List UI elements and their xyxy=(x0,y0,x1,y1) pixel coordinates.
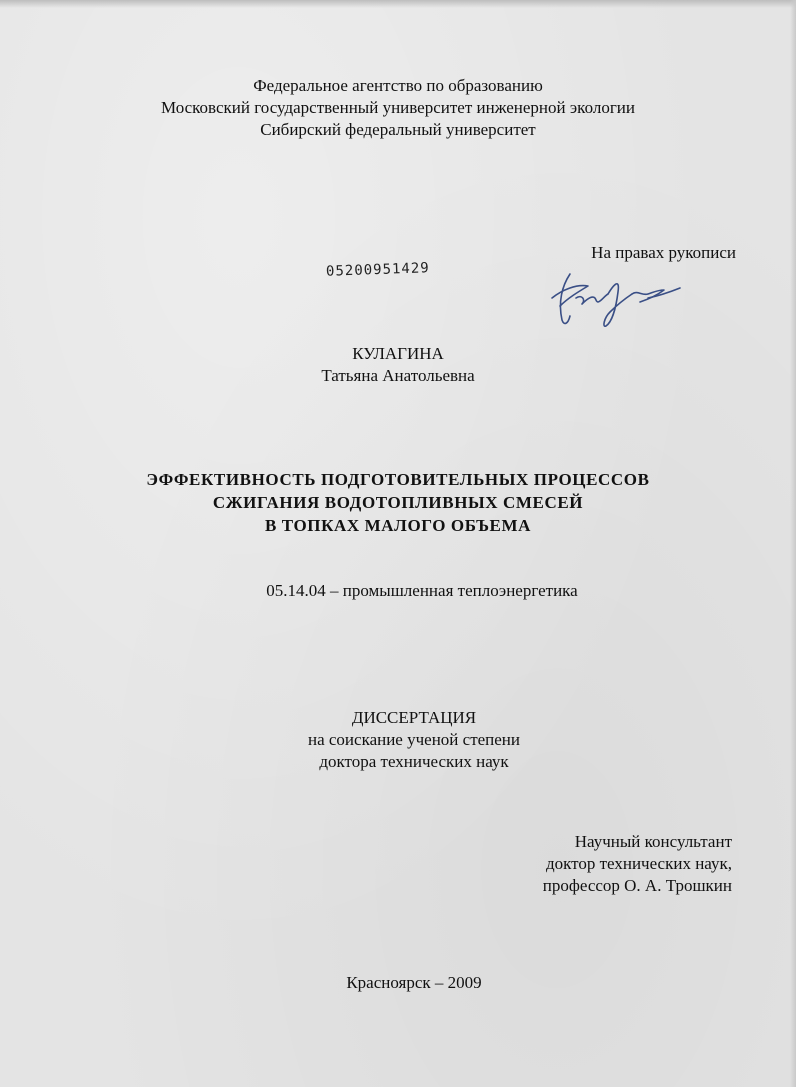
author-given-names: Татьяна Анатольевна xyxy=(321,366,475,385)
author-block xyxy=(0,343,796,387)
inventory-number-stamp: 05200951429 xyxy=(325,260,430,280)
institution-line-2: Московский государственный университет инженерной экологии xyxy=(161,98,635,117)
consultant-line-1: Научный консультант xyxy=(574,832,732,851)
institution-line-1: Федеральное агентство по образованию xyxy=(253,76,543,95)
consultant-block xyxy=(543,831,732,897)
work-type-heading: ДИССЕРТАЦИЯ xyxy=(351,708,477,727)
degree-line-2: доктора технических наук xyxy=(319,752,509,771)
place-and-year: Красноярск – 2009 xyxy=(346,973,482,992)
institution-line-3: Сибирский федеральный университет xyxy=(260,120,536,139)
rights-note: На правах рукописи xyxy=(591,243,736,262)
consultant-line-3: профессор О. А. Трошкин xyxy=(542,876,732,895)
institution-header xyxy=(0,75,796,141)
title-line-3: В ТОПКАХ МАЛОГО ОБЪЕМА xyxy=(264,516,532,535)
scan-edge-top xyxy=(0,0,796,8)
title-line-2: СЖИГАНИЯ ВОДОТОПЛИВНЫХ СМЕСЕЙ xyxy=(212,493,584,512)
handwritten-signature xyxy=(548,268,683,330)
work-type-block xyxy=(16,707,796,773)
title-line-1: ЭФФЕКТИВНОСТЬ ПОДГОТОВИТЕЛЬНЫХ ПРОЦЕССОВ xyxy=(146,470,650,489)
specialty-code: 05.14.04 – промышленная теплоэнергетика xyxy=(266,581,578,600)
dissertation-title xyxy=(0,468,796,537)
consultant-line-2: доктор технических наук, xyxy=(545,854,732,873)
degree-line-1: на соискание ученой степени xyxy=(307,730,521,749)
author-surname: КУЛАГИНА xyxy=(352,344,444,363)
scan-edge-right xyxy=(790,0,796,1087)
